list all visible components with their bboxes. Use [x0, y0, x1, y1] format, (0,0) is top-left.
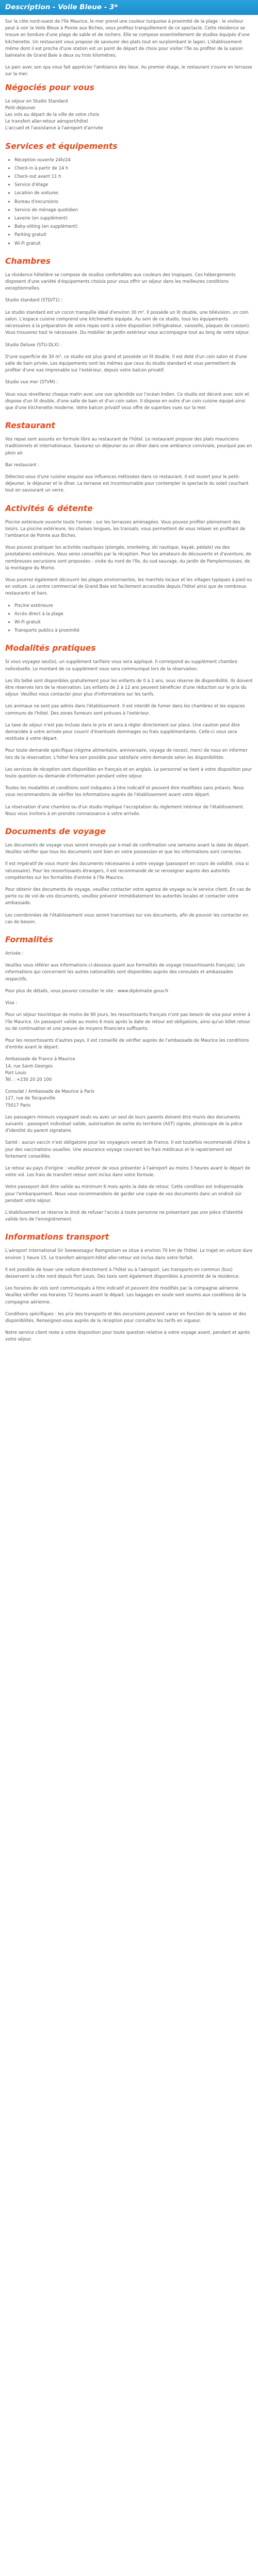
- list-item: • Réception ouverte 24h/24: [14, 157, 253, 163]
- paragraph: Votre passeport doit être valide au minimum 6 mois après la date de retour. Cette condition est indispensable pour l'embarquement. Nous vous recommandons de garder une copie de vos documents dans un endroit sûr pendant votre séjour.: [5, 1184, 244, 1203]
- bullet-list: [5, 602, 253, 634]
- paragraph: Le séjour en Studio Standard Petit-déjeuner Les vols au départ de la ville de votre choix Le transfert aller-retour aéroport/hôtel L'accueil et l'assistance à l'aéroport d'arrivée: [5, 98, 103, 131]
- paragraph: L'établissement se réserve le droit de refuser l'accès à toute personne ne présentant pas une pièce d'identité valide lors de l'enregistrement.: [5, 1209, 243, 1222]
- section-title: Activités & détente: [5, 503, 93, 513]
- paragraph: Studio vue mer (STVM) :: [5, 379, 58, 385]
- list-item: • Wi-Fi gratuit: [14, 619, 253, 625]
- paragraph: Santé : aucun vaccin n'est obligatoire pour les voyageurs venant de France. Il est toutefois recommandé d'être à jour des vaccinations usuelles. Une assurance voyage couvrant les frais médicaux et le rapatriement est fortement conseillée.: [5, 1140, 250, 1159]
- paragraph: Bar restaurant :: [5, 462, 40, 467]
- paragraph: Sur la côte nord-ouest de l'île Maurice, le mer prend une couleur turquoise à proximité de la plage : le visiteur peut à voir la Voile Bleue à Pointe aux Biches, vous profitez tranquillement de ce spectacle. Cette résidence se trouve en bordure d'une plage de sable et de rochers. Elle se compose essentiellement de studios équipés d'une kitchenette. Un restaurant vous propose de savourer des plats tout en surplombant le lagon. L'établissement même dont il est proche d'une station est un point de départ de choix pour visiter l'île ou profiter de la saison balnéaire de Grand Baie à deux ou trois kilomètres.: [5, 19, 250, 58]
- list-item: • Wi-Fi gratuit: [14, 240, 253, 247]
- section: [5, 142, 253, 247]
- list-item: • Check-in à partir de 14 h: [14, 165, 253, 172]
- list-item: • Bureau d'excursions: [14, 198, 253, 205]
- section-title: Formalités: [5, 935, 53, 945]
- paragraph: Les documents de voyage vous seront envoyés par e-mail de confirmation une semaine avant la date de départ. Veuillez vérifier que tous les documents sont bien en votre possession et que les informations sont correctes.: [5, 842, 250, 855]
- paragraph: Pour obtenir des documents de voyage, veuillez contacter votre agence de voyage ou le service client. En cas de perte ou de vol de vos documents, veuillez prévenir immédiatement les autorités locales et contacter votre ambassade.: [5, 887, 251, 906]
- paragraph: Pour toute demande spécifique (régime alimentaire, anniversaire, voyage de noces), merci de nous en informer lors de la réservation. L'hôtel fera son possible pour satisfaire votre demande selon les disponibilités.: [5, 748, 248, 760]
- paragraph: Il est possible de louer une voiture directement à l'hôtel ou à l'aéroport. Les transports en commun (bus) desservent la côte nord depuis Port Louis. Des taxis sont également disponibles à proximité de la résidence.: [5, 1266, 240, 1279]
- paragraph: La résidence hôtelière se compose de studios confortables aux couleurs des tropiques. Ces hébergements disposent d'une variété d'équipements choisis pour vous offrir un séjour dans les meilleures conditions exceptionnelles.: [5, 272, 236, 291]
- paragraph: Délectez-vous d'une cuisine exquise aux influences métissées dans ce restaurant. Il est ouvert pour le petit-déjeuner, le déjeuner et le dîner. La terrasse est incontournable pour contempler le spectacle du soleil couchant tout en savourant un verre.: [5, 473, 249, 493]
- paragraph: Pour plus de détails, vous pouvez consulter le site : www.diplomatie.gouv.fr: [5, 988, 169, 993]
- list-item: • Check-out avant 11 h: [14, 173, 253, 180]
- paragraph: Le studio standard est un cocon tranquille idéal d'environ 30 m². Il possède un lit double, une télévision, un coin salon. L'espace cuisine comprend une kitchenette équipée. Au sein de ce studio, tous les équipements nécessaires à la préparation de votre repas sont à votre disposition (réfrigérateur, vaisselle, plaques de cuisson). Vous trouverez tout le nécessaire. Du mobilier de jardin extérieur vous accompagne tout au long de votre séjour.: [5, 309, 250, 335]
- paragraph: Arrivée :: [5, 951, 24, 956]
- paragraph: Visa :: [5, 1000, 17, 1006]
- list-item: • Piscine extérieure: [14, 602, 253, 609]
- paragraph: Vous pouvez pratiquer les activités nautiques (plongée, snorkeling, ski nautique, kayak, pédalo) via des prestataires extérieurs. Vous serez conseillés par la réception. Pour les amateurs de découverte et d'aventure, de nombreuses excursions sont proposées : visite du nord de l'île, du sud sauvage, du jardin de Pamplemousses, de la montagne du Morne.: [5, 545, 251, 570]
- section: [5, 257, 253, 411]
- paragraph: Vous vous réveillerez chaque matin avec une vue splendide sur l'océan Indien. Ce studio est décoré avec soin et dispose d'un lit double, d'une salle de bain et d'un coin salon. Il dispose en outre d'un coin cuisine équipé ainsi que d'une kitchenette moderne. Votre balcon privatif vous offre de superbes vues sur la mer.: [5, 391, 249, 410]
- paragraph: Consulat / Ambassade de Maurice à Paris 127, rue de Tocqueville 75017 Paris: [5, 1089, 94, 1108]
- paragraph: Pour les ressortissants d'autres pays, il est conseillé de vérifier auprès de l'ambassade de Maurice les conditions d'entrée avant le départ.: [5, 1037, 249, 1050]
- section-title: Restaurant: [5, 421, 55, 431]
- paragraph: Si vous voyagez seul(e), un supplément tarifaire vous sera appliqué. Il correspond au supplément chambre individuelle. Le montant de ce supplément vous sera communiqué lors de la réservation.: [5, 659, 237, 671]
- paragraph: Conditions spécifiques : les prix des transports et des excursions peuvent varier en fonction de la saison et des disponibilités. Renseignez-vous auprès de la réception pour connaître les tarifs en vigueur.: [5, 1311, 247, 1323]
- section: [5, 935, 253, 1223]
- paragraph: Les animaux ne sont pas admis dans l'établissement. Il est interdit de fumer dans les chambres et les espaces communs de l'hôtel. Des zones fumeurs sont prévues à l'extérieur.: [5, 703, 245, 716]
- content-area: [0, 15, 258, 1343]
- section-title: Modalités pratiques: [5, 643, 96, 653]
- section-title: Services et équipements: [5, 141, 118, 151]
- paragraph: Pour un séjour touristique de moins de 90 jours, les ressortissants français n'ont pas besoin de visa pour entrer à l'île Maurice. Un passeport valide au moins 6 mois après la date de retour est obligatoire, ainsi qu'un billet retour ou de continuation et une preuve de moyens financiers suffisants.: [5, 1012, 251, 1031]
- section-title: Documents de voyage: [5, 827, 106, 837]
- list-item: • Accès direct à la plage: [14, 611, 253, 617]
- list-item: • Service d'étage: [14, 181, 253, 188]
- page-title: Description - Voile Bleue - 3*: [5, 3, 118, 11]
- list-item: • Laverie (en supplément): [14, 215, 253, 222]
- paragraph: Veuillez vous référer aux informations ci-dessous quant aux formalités de voyage (ressortissants français). Les informations qui concernent les autres nationalités sont disponibles auprès des consulats et ambassades respectifs.: [5, 962, 245, 981]
- paragraph: Le retour au pays d'origine : veuillez prévoir de vous présenter à l'aéroport au moins 3 heures avant le départ de votre vol. Les frais de transfert retour sont inclus dans votre formule.: [5, 1165, 250, 1178]
- paragraph: Vous pourrez également découvrir les plages environnantes, les marchés locaux et les villages typiques à pied ou en voiture. Le centre commercial de Grand Baie est facilement accessible depuis l'hôtel ainsi que de nombreux restaurants et bars.: [5, 577, 252, 596]
- paragraph: Les passagers mineurs voyageant seuls ou avec un seul de leurs parents doivent être munis des documents suivants : passeport individuel valide, autorisation de sortie du territoire (AST) signée, photocopie de la pièce d'identité du parent signataire.: [5, 1114, 243, 1133]
- paragraph: Il est impératif de vous munir des documents nécessaires à votre voyage (passeport en cours de validité, visa si nécessaire). Pour les ressortissants étrangers, il est recommandé de se renseigner auprès des autorités compétentes sur les formalités d'entrée à l'île Maurice.: [5, 861, 249, 880]
- list-item: • Baby-sitting (en supplément): [14, 223, 253, 230]
- list-item: • Transports publics à proximité: [14, 627, 253, 634]
- section: [5, 504, 253, 634]
- section-title: Négociés pour vous: [5, 82, 94, 92]
- list-item: • Location de voitures: [14, 190, 253, 196]
- paragraph: Toutes les modalités et conditions sont indiquées à titre indicatif et peuvent être modifiées sans préavis. Nous vous recommandons de vérifier les informations auprès de l'établissement avant votre départ.: [5, 785, 244, 798]
- page-header: [0, 0, 258, 15]
- section: [5, 83, 253, 132]
- section: [5, 18, 253, 78]
- section: [5, 421, 253, 494]
- paragraph: L'aéroport international Sir Seewoosagur Ramgoolam se situe à environ 70 km de l'hôtel. Le trajet en voiture dure environ 1 heure 15. Le transfert aéroport-hôtel aller-retour est inclus dans votre forfait.: [5, 1248, 253, 1260]
- paragraph: La taxe de séjour n'est pas incluse dans le prix et sera à régler directement sur place. Une caution peut être demandée à votre arrivée pour couvrir d'éventuels dommages ou frais supplémentaires. Celle-ci vous sera restituée à votre départ.: [5, 722, 240, 741]
- list-item: • Service de ménage quotidien: [14, 207, 253, 213]
- paragraph: Les services de réception sont disponibles en français et en anglais. Le personnel se tient à votre disposition pour toute question ou demande d'information pendant votre séjour.: [5, 766, 252, 779]
- paragraph: Les lits bébé sont disponibles gratuitement pour les enfants de 0 à 2 ans, sous réserve de disponibilité. Ils doivent être réservés lors de la réservation. Les enfants de 2 à 12 ans peuvent bénéficier d'une réduction sur le prix du séjour. Veuillez nous contacter pour plus d'informations sur les tarifs.: [5, 677, 253, 697]
- section: [5, 1232, 253, 1343]
- paragraph: D'une superficie de 30 m², ce studio est plus grand et possède un lit double. Il est doté d'un coin salon et d'une salle de bain privée. Les équipements sont les mêmes que ceux du studio standard et vous permettent de profiter d'une vue imprenable sur l'extérieur, depuis votre balcon privatif.: [5, 353, 247, 373]
- paragraph: Ambassade de France à Maurice 14, rue Saint-Georges Port Louis Tél. : +230 20 20 100: [5, 1056, 75, 1082]
- paragraph: Vos repas sont assurés en formule libre au restaurant de l'hôtel. Le restaurant propose des plats mauriciens traditionnels et internationaux. Savourez un déjeuner ou un dîner dans une ambiance conviviale, pourquoi pas en plein air.: [5, 436, 252, 455]
- section-title: Informations transport: [5, 1232, 109, 1242]
- paragraph: Les coordonnées de l'établissement vous seront transmises sur vos documents, afin de pouvoir les contacter en cas de besoin.: [5, 912, 249, 924]
- paragraph: Studio Deluxe (STU-DLX) :: [5, 342, 62, 347]
- bullet-list: [5, 157, 253, 247]
- paragraph: Notre service client reste à votre disposition pour toute question relative à votre voyage avant, pendant et après votre séjour.: [5, 1330, 250, 1342]
- section: [5, 827, 253, 925]
- paragraph: La réservation d'une chambre ou d'un studio implique l'acceptation du règlement intérieur de l'établissement. Nous vous invitons à en prendre connaissance à votre arrivée.: [5, 804, 245, 816]
- section-title: Chambres: [5, 256, 51, 266]
- paragraph: Les horaires de vols sont communiqués à titre indicatif et peuvent être modifiés par la compagnie aérienne. Veuillez vérifier vos horaires 72 heures avant le départ. Les bagages en soute sont soumis aux conditions de la compagnie aérienne.: [5, 1285, 246, 1304]
- section: [5, 643, 253, 817]
- paragraph: Le parc avec son spa vous fait apprécier l'ambiance des lieux. Au premier étage, le restaurant s'ouvre en terrasse sur la mer.: [5, 64, 252, 77]
- list-item: • Parking gratuit: [14, 231, 253, 238]
- paragraph: Studio standard (STD/T1) :: [5, 297, 63, 303]
- paragraph: Piscine extérieure ouverte toute l'année : sur les terrasses aménagées. Vous pouvez profiter pleinement des loisirs. La piscine extérieure, les chaises longues, les transats, vous permettent de vous relaxer en profitant de l'ambiance de Pointe aux Biches.: [5, 519, 246, 538]
